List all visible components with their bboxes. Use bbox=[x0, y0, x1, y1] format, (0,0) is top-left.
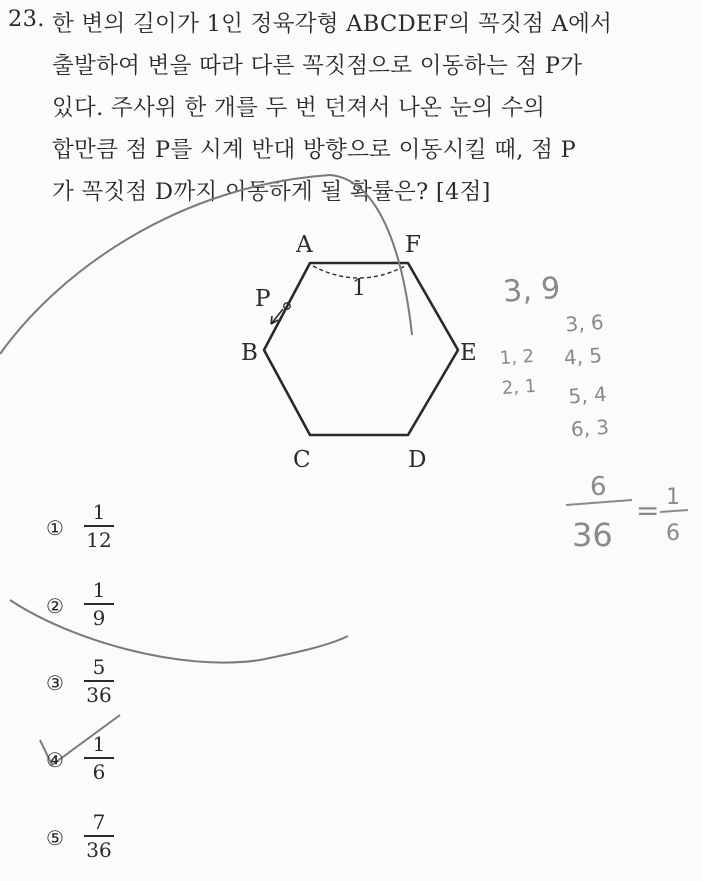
vertex-label-a: A bbox=[296, 232, 313, 258]
question-number: 23. bbox=[8, 6, 45, 32]
hw-equals: = bbox=[636, 494, 660, 527]
fraction-bar bbox=[84, 680, 114, 682]
fraction-numerator: 1 bbox=[92, 500, 106, 524]
point-label-p: P bbox=[255, 286, 271, 312]
hw-pair-3: 4, 5 bbox=[563, 343, 603, 370]
choice-marker: ⑤ bbox=[46, 826, 64, 850]
pencil-curve-top bbox=[0, 175, 412, 354]
choice-marker: ④ bbox=[46, 748, 64, 772]
vertex-label-d: D bbox=[408, 447, 427, 473]
hw-pair-4: 5, 4 bbox=[567, 381, 608, 409]
hw-result-denominator: 36 bbox=[572, 516, 613, 554]
vertex-label-f: F bbox=[405, 232, 421, 258]
fraction-denominator: 9 bbox=[92, 605, 106, 630]
hw-pair-2: 3, 6 bbox=[564, 309, 605, 337]
fraction-numerator: 1 bbox=[92, 578, 106, 602]
choice-fraction bbox=[82, 810, 116, 862]
question-line-2: 출발하여 변을 따라 다른 꼭짓점으로 이동하는 점 P가 bbox=[52, 53, 583, 79]
choice-marker: ① bbox=[46, 516, 64, 540]
hw-pair-1: 3, 9 bbox=[501, 270, 562, 310]
choice-fraction bbox=[82, 500, 116, 552]
vertex-label-e: E bbox=[460, 340, 477, 366]
fraction-bar bbox=[84, 757, 114, 759]
hw-result-numerator: 6 bbox=[590, 472, 607, 502]
vertex-label-c: C bbox=[293, 447, 311, 473]
vertex-label-b: B bbox=[241, 340, 258, 366]
fraction-numerator: 5 bbox=[92, 655, 106, 679]
choice-fraction bbox=[82, 655, 116, 707]
side-length-label: 1 bbox=[352, 276, 366, 301]
question-line-4: 합만큼 점 P를 시계 반대 방향으로 이동시킬 때, 점 P bbox=[52, 137, 577, 163]
choice-fraction bbox=[82, 732, 116, 784]
fraction-numerator: 7 bbox=[92, 810, 106, 834]
question-line-3: 있다. 주사위 한 개를 두 번 던져서 나온 눈의 수의 bbox=[52, 95, 546, 121]
choice-fraction bbox=[82, 578, 116, 630]
fraction-bar bbox=[84, 835, 114, 837]
choice-marker: ③ bbox=[46, 671, 64, 695]
fraction-denominator: 36 bbox=[86, 682, 112, 707]
fraction-bar bbox=[84, 603, 114, 605]
hw-simplified-denominator: 6 bbox=[666, 521, 680, 546]
hw-pair-left-1: 1, 2 bbox=[499, 345, 535, 370]
choice-marker: ② bbox=[46, 594, 64, 618]
handwritten-work bbox=[494, 268, 612, 446]
hw-simplified-bar bbox=[660, 510, 688, 512]
hw-pair-left-2: 2, 1 bbox=[501, 375, 537, 400]
fraction-denominator: 36 bbox=[86, 837, 112, 862]
hw-pair-5: 6, 3 bbox=[570, 414, 610, 442]
fraction-denominator: 6 bbox=[92, 759, 106, 784]
fraction-bar bbox=[84, 525, 114, 527]
fraction-numerator: 1 bbox=[92, 732, 106, 756]
hw-simplified-numerator: 1 bbox=[666, 485, 680, 510]
question-line-5: 가 꼭짓점 D까지 이동하게 될 확률은? [4점] bbox=[52, 179, 491, 205]
fraction-denominator: 12 bbox=[86, 527, 112, 552]
